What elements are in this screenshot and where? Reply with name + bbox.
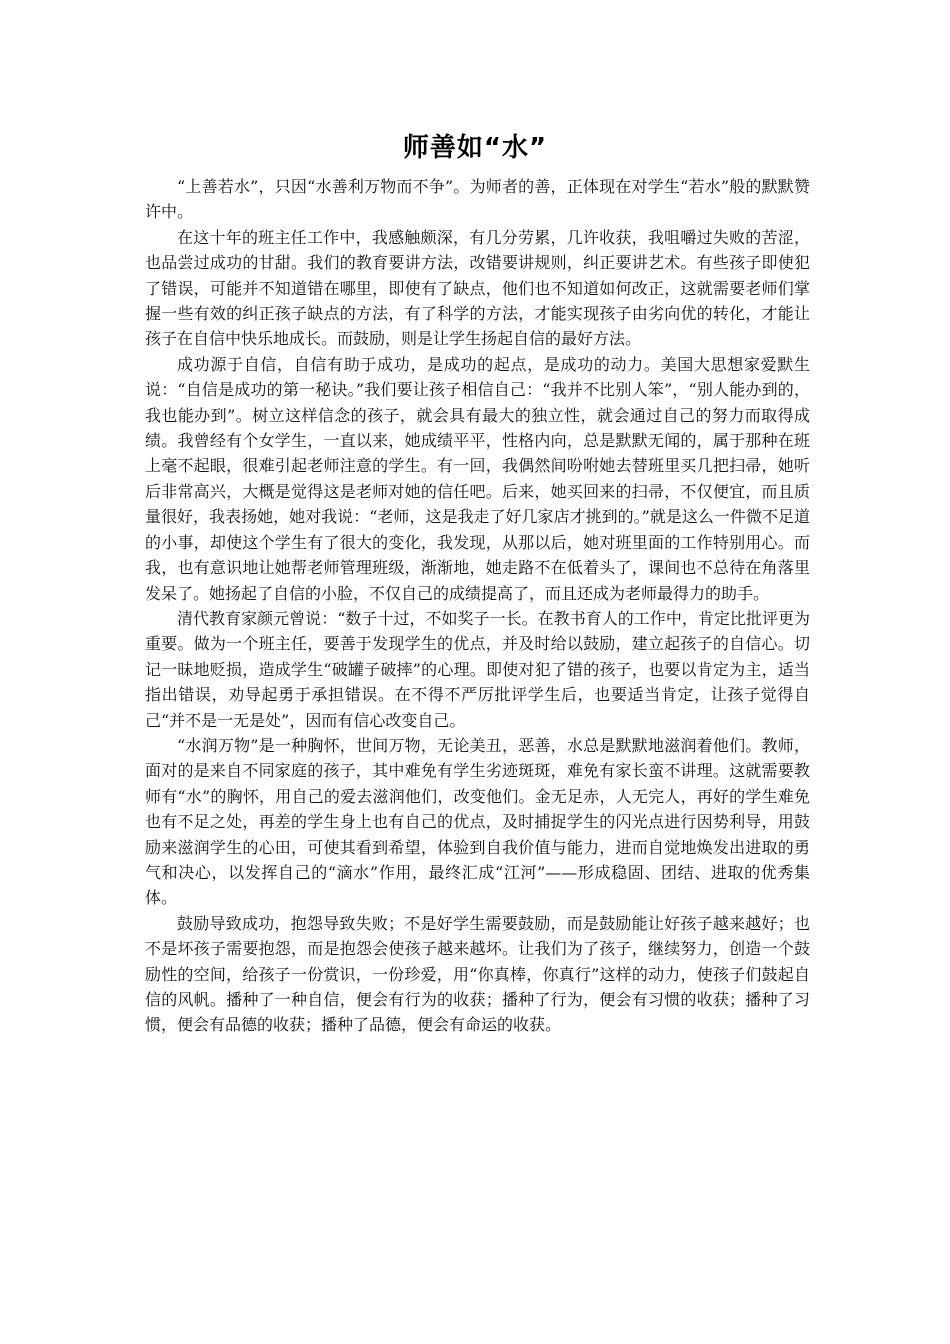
paragraph-5: “水润万物”是一种胸怀，世间万物，无论美丑，恶善，水总是默默地滋润着他们。教师，面对的是来自不同家庭的孩子，其中难免有学生劣迹斑斑，难免有家长蛮不讲理。这就需要教师有“水”的胸怀，用自己的爱去滋润他们，改变他们。金无足赤，人无完人，再好的学生难免也有不足之处，再差的学生身上也有自己的优点，及时捕捉学生的闪光点进行因势利导，用鼓励来滋润学生的心田，可使其看到希望，体验到自我价值与能力，进而自觉地焕发出进取的勇气和决心，以发挥自己的“滴水”作用，最终汇成“江河”——形成稳固、团结、进取的优秀集体。 (145, 735, 810, 908)
paragraph-6: 鼓励导致成功，抱怨导致失败；不是好学生需要鼓励，而是鼓励能让好孩子越来越好；也不是坏孩子需要抱怨，而是抱怨会使孩子越来越坏。让我们为了孩子，继续努力，创造一个鼓励性的空间，给孩子一份赏识，一份珍爱，用“你真棒，你真行”这样的动力，使孩子们鼓起自信的风帆。播种了一种自信，便会有行为的收获；播种了行为，便会有习惯的收获；播种了习惯，便会有品德的收获；播种了品德，便会有命运的收获。 (145, 913, 810, 1035)
paragraph-1: “上善若水”，只因“水善利万物而不争”。为师者的善，正体现在对学生“若水”般的默默赞许中。 (145, 177, 810, 222)
paragraph-4: 清代教育家颜元曾说：“数子十过，不如奖子一长。在教书育人的工作中，肯定比批评更为重要。做为一个班主任，要善于发现学生的优点，并及时给以鼓励，建立起孩子的自信心。切记一昧地贬损，造成学生“破罐子破摔”的心理。即使对犯了错的孩子，也要以肯定为主，适当指出错误，劝导起勇于承担错误。在不得不严厉批评学生后，也要适当肯定，让孩子觉得自己“并不是一无是处”，因而有信心改变自己。 (145, 608, 810, 730)
document-body (145, 174, 810, 1038)
paragraph-2: 在这十年的班主任工作中，我感触颇深，有几分劳累，几许收获，我咀嚼过失败的苦涩，也品尝过成功的甘甜。我们的教育要讲方法，改错要讲规则，纠正要讲艺术。有些孩子即使犯了错误，可能并不知道错在哪里，即使有了缺点，他们也不知道如何改正，这就需要老师们掌握一些有效的纠正孩子缺点的方法，有了科学的方法，才能实现孩子由劣向优的转化，才能让孩子在自信中快乐地成长。而鼓励，则是让学生扬起自信的最好方法。 (145, 227, 810, 349)
paragraph-3: 成功源于自信，自信有助于成功，是成功的起点，是成功的动力。美国大思想家爱默生说：“自信是成功的第一秘诀。”我们要让孩子相信自己：“我并不比别人笨”，“别人能办到的，我也能办到”。树立这样信念的孩子，就会具有最大的独立性，就会通过自己的努力而取得成绩。我曾经有个女学生，一直以来，她成绩平平，性格内向，总是默默无闻的，属于那种在班上毫不起眼，很难引起老师注意的学生。有一回，我偶然间吩咐她去替班里买几把扫帚，她听后非常高兴，大概是觉得这是老师对她的信任吧。后来，她买回来的扫帚，不仅便宜，而且质量很好，我表扬她，她对我说：“老师，这是我走了好几家店才挑到的。”就是这么一件微不足道的小事，却使这个学生有了很大的变化，我发现，从那以后，她对班里面的工作特别用心。而我，也有意识地让她帮老师管理班级，渐渐地，她走路不在低着头了，课间也不总待在角落里发呆了。她扬起了自信的小脸，不仅自己的成绩提高了，而且还成为老师最得力的助手。 (145, 354, 810, 603)
page-title: 师善如“水” (402, 133, 548, 163)
